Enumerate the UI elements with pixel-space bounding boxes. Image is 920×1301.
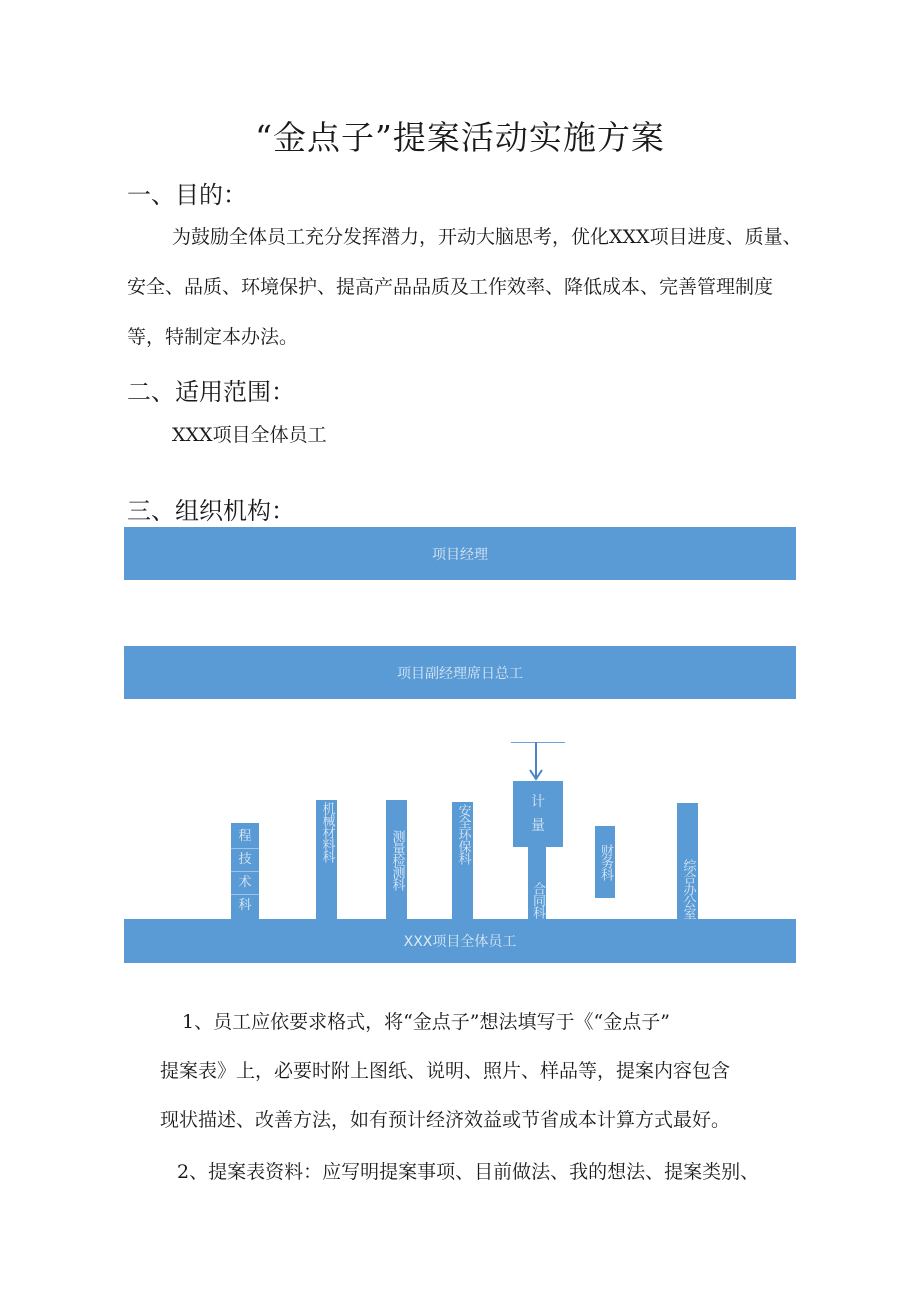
section-2-paragraph: XXX项目全体员工 bbox=[172, 424, 327, 446]
section-2-heading: 二、适用范围： bbox=[127, 378, 295, 406]
item-2-line-1: 2、提案表资料：应写明提案事项、目前做法、我的想法、提案类别、 bbox=[177, 1161, 760, 1183]
org-col-office bbox=[677, 803, 698, 921]
document-title: “金点子”提案活动实施方案 bbox=[255, 118, 665, 157]
org-col-office-label: 综合办公室 bbox=[680, 859, 696, 919]
org-bottom-label: XXX项目全体员工 bbox=[403, 934, 517, 950]
org-bottom-box bbox=[124, 919, 796, 963]
section-1-paragraph: 为鼓励全体员工充分发挥潜力，开动大脑思考，优化XXX项目进度、质量、安全、品质、环境保护、提高产品品质及工作效率、降低成本、完善管理制度等，特制定本办法。 bbox=[127, 226, 802, 348]
section-1-heading: 一、目的： bbox=[127, 181, 247, 209]
item-1-line-1: 1、员工应依要求格式，将“金点子”想法填写于《“金点子” bbox=[182, 1011, 670, 1033]
section-3-heading: 三、组织机构： bbox=[127, 497, 295, 525]
org-col-safety bbox=[452, 802, 473, 920]
org-col-test bbox=[386, 800, 407, 920]
org-col-contract-label: 合同科 bbox=[530, 882, 545, 918]
org-box-measure bbox=[513, 781, 563, 847]
org-top-label: 项目经理 bbox=[432, 546, 488, 563]
item-1-line-2: 提案表》上，必要时附上图纸、说明、照片、样品等，提案内容包含 bbox=[160, 1060, 731, 1082]
org-col-machine bbox=[316, 800, 337, 920]
org-col-tech-char-1: 程 bbox=[231, 826, 259, 849]
org-col-finance-label: 财务科 bbox=[598, 844, 613, 880]
org-box-measure-char-2: 量 bbox=[531, 818, 545, 834]
item-1-line-3: 现状描述、改善方法，如有预计经济效益或节省成本计算方式最好。 bbox=[160, 1109, 731, 1131]
down-arrow-icon bbox=[528, 742, 544, 782]
org-col-machine-label: 机械材料科 bbox=[319, 802, 335, 862]
org-second-label: 项目副经理席日总工 bbox=[397, 665, 523, 682]
org-col-safety-label: 安全环保科 bbox=[455, 804, 471, 864]
org-col-test-label: 测量检测科 bbox=[389, 830, 405, 890]
org-col-finance bbox=[595, 826, 615, 898]
org-col-tech-char-2: 技 bbox=[231, 849, 259, 872]
org-second-box bbox=[124, 646, 796, 699]
org-col-tech-char-3: 术 bbox=[231, 872, 259, 895]
org-box-measure-char-1: 计 bbox=[531, 794, 545, 810]
org-top-box bbox=[124, 527, 796, 580]
org-col-tech-char-4: 科 bbox=[238, 897, 252, 913]
org-col-tech bbox=[231, 823, 259, 919]
org-col-contract bbox=[528, 847, 546, 920]
